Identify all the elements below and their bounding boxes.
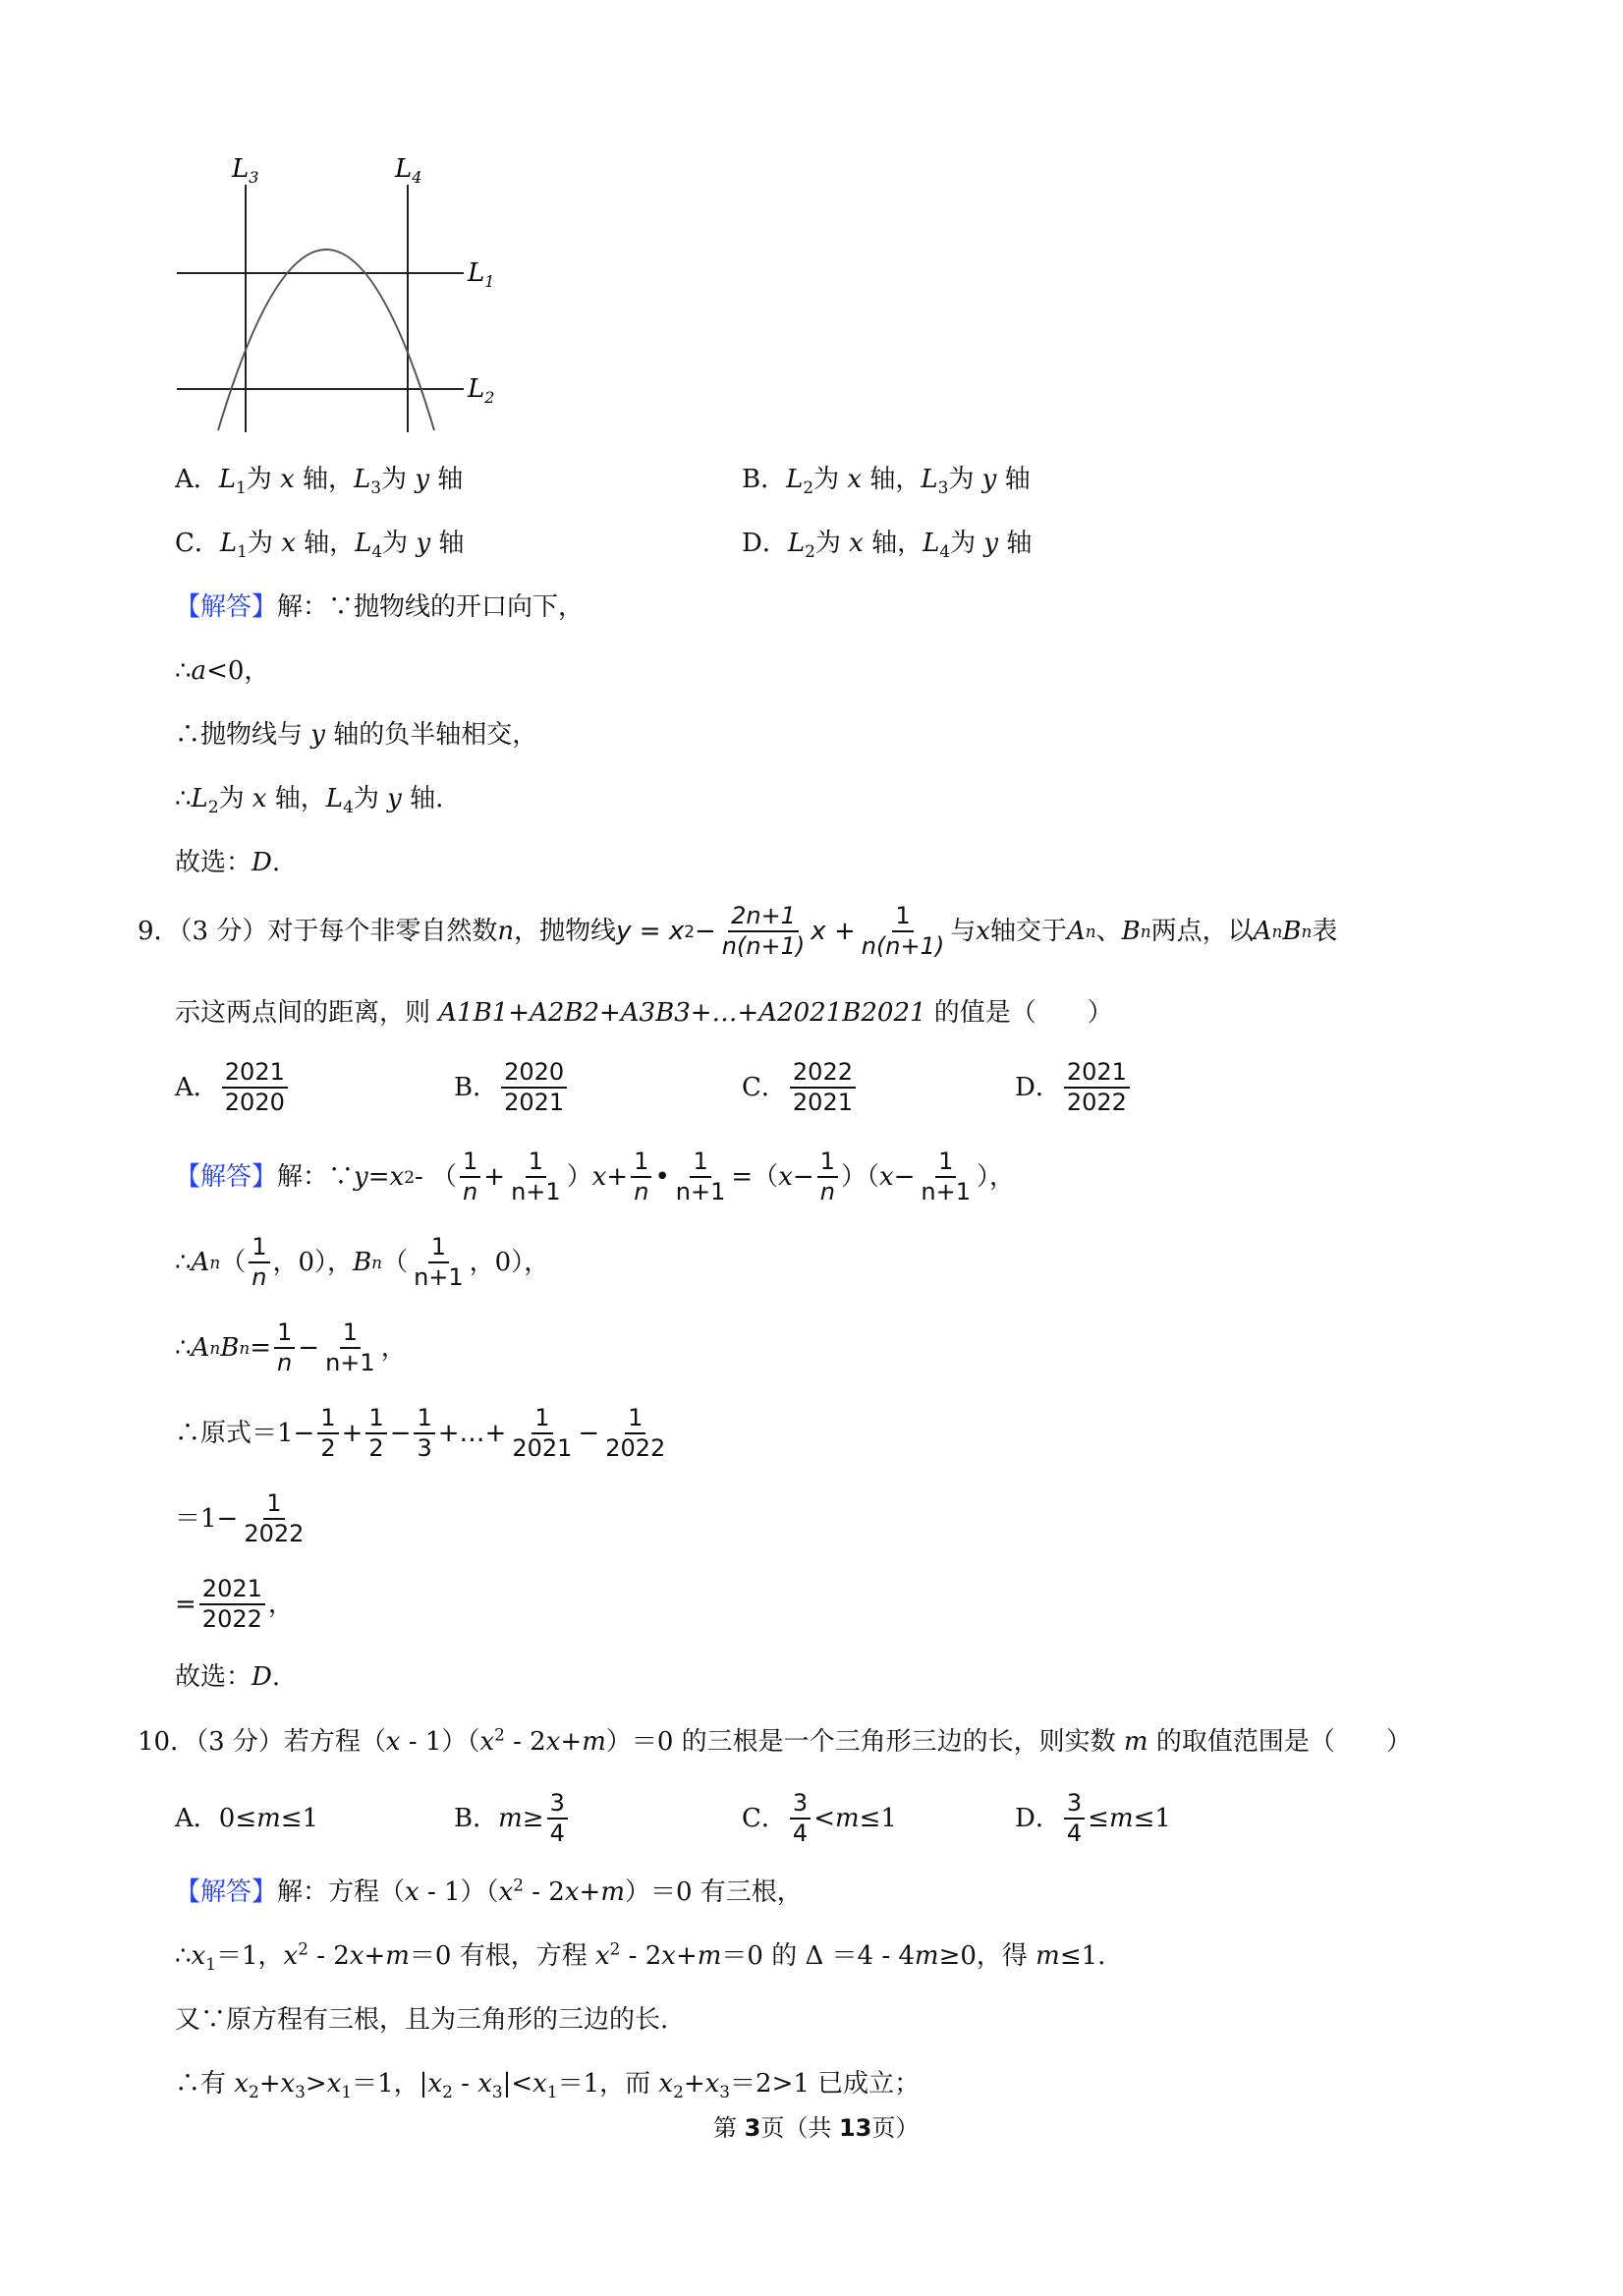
answer-tag: 【解答】 [175,1162,278,1192]
q8-solution-line-3: ∴抛物线与 y 轴的负半轴相交， [175,720,538,750]
q8-solution-line-5: 故选：D. [175,848,281,877]
q10-solution-line-4: ∴有 $x_2+x_3>x_1=1$，$|x_2 - x_3|<x_1=1$，而 $x_2+x_3=2>1$ 已成立； [175,2069,921,2101]
q9-solution-line-1: 【解答】 解：∵ y = x 2 - （ $\frac{1}{n}$ + $\frac{1}{n+1}$ ） x + $\frac{1}{n}$ • $\frac{1}{n+1}$ =（ x − $\frac{1}{n}$ ）（ x − $\frac{1}{n+1}$ ）， [175,1147,1016,1205]
q9-stem-line-2: 示这两点间的距离，则 A1B1+A2B2+A3B3+…+A2021B2021 的值是（ ） [175,998,1113,1028]
q9-option-a: A． $\frac{2021}{2020}$ [175,1053,291,1122]
q10-option-a: A． 0≤ m ≤1 [175,1804,319,1833]
q8-option-c: C．$L_1$为 x 轴，$L_4$为 y 轴 [175,529,465,561]
q9-option-c: C． $\frac{2022}{2021}$ [742,1053,859,1122]
q9-solution-line-4: ∴原式＝1− $\frac{1}{2}$ + $\frac{1}{2}$ − $\frac{1}{3}$ +…+ $\frac{1}{2021}$ − $\frac{1}{2022}$ [175,1403,666,1462]
q10-option-b: B． m ≥ $\frac{3}{4}$ [454,1784,571,1853]
q9-solution-line-5: ＝1− $\frac{1}{2022}$ [175,1488,305,1547]
label-L3: $L_3$ [232,154,259,187]
label-L2: $L_2$ [468,374,495,407]
q8-solution-line-1: 【解答】解：∵抛物线的开口向下， [175,592,585,622]
q8-option-a: A．$L_1$为 x 轴，$L_3$为 y 轴 [175,465,464,497]
answer-tag: 【解答】 [175,1877,278,1907]
q8-solution-line-2: ∴a<0， [175,656,270,686]
q10-option-c: C． $\frac{3}{4}$ < m ≤1 [742,1788,897,1847]
q10-stem: 10．（3 分）若方程$(x - 1)(x^2 - 2x+m)=0$ 的三根是一个三角形三边的长，则实数 m 的取值范围是（ ） [138,1724,1412,1757]
q8-option-d: D．$L_2$为 x 轴，$L_4$为 y 轴 [742,529,1033,561]
q8-option-b: B．$L_2$为 x 轴，$L_3$为 y 轴 [742,465,1031,497]
parabola-figure [157,147,550,472]
page-footer: 第 3页（共 13页） [713,2114,920,2142]
q9-solution-line-6: = $\frac{2021}{2022}$ ， [175,1574,294,1633]
q9-solution-line-7: 故选：D. [175,1662,281,1692]
answer-tag: 【解答】 [175,592,278,622]
q10-option-d: D． $\frac{3}{4}$ ≤ m ≤1 [1015,1788,1171,1847]
q10-solution-line-2: $\therefore x_1=1$，$x^2 - 2x+m=0$ 有根，方程 $x^2 - 2x+m=0$ 的 Δ ＝4 - 4m≥0，得 m≤1. [175,1938,1106,1974]
label-L4: $L_4$ [395,154,422,187]
parabola-curve [218,250,434,430]
q9-option-d: D． $\frac{2021}{2022}$ [1015,1053,1133,1122]
q8-solution-line-4: $\therefore L_2$为 x 轴，$L_4$为 y 轴. [175,784,444,816]
label-L1: $L_1$ [468,258,495,291]
q9-stem-line-1: 9．（3 分）对于每个非零自然数 n ，抛物线 y = x 2 − $\frac{2n+1}{n(n+1)}$ x + $\frac{1}{n(n+1)}$ 与 x 轴交于 A n 、 B n 两点，以 A n B n 表 [138,901,1338,960]
q9-solution-line-2: ∴ A n （ $\frac{1}{n}$ ，0）， B n （ $\frac{1}{n+1}$ ，0）， [175,1232,550,1291]
q10-solution-line-3: 又∵原方程有三根，且为三角形的三边的长. [175,2005,669,2035]
q10-solution-line-1: 【解答】解：方程$(x - 1)(x^2 - 2x+m)=0$ 有三根， [175,1875,803,1907]
q9-solution-line-3: ∴ A n B n = $\frac{1}{n}$ − $\frac{1}{n+1}$ ， [175,1317,407,1376]
q9-option-b: B． $\frac{2020}{2021}$ [454,1053,570,1122]
